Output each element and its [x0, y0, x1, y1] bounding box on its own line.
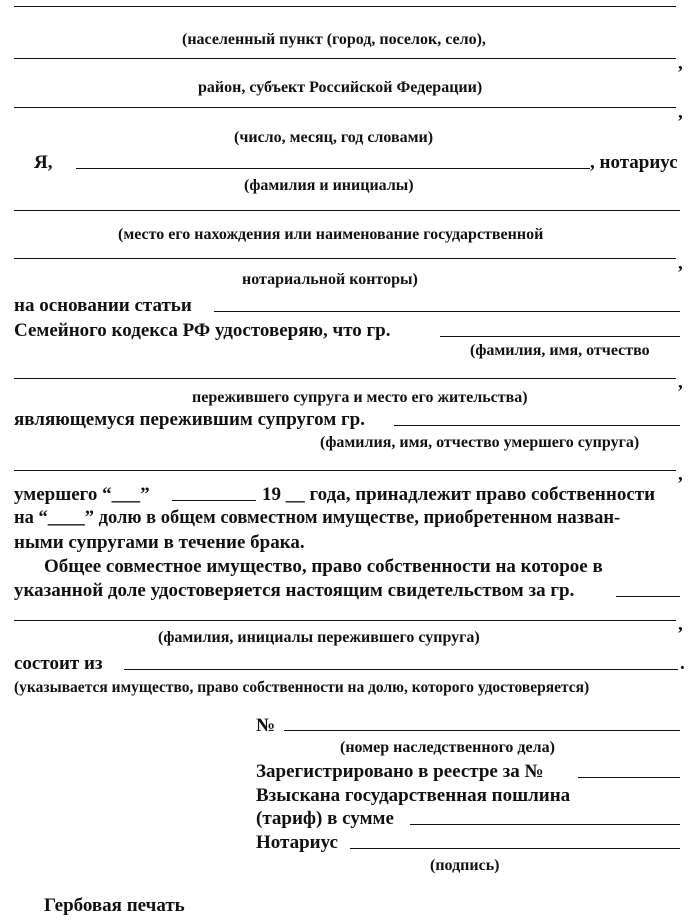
caption-deceased: (фамилия, имя, отчество умершего супруга): [320, 434, 640, 451]
caption-office-1: (место его нахождения или наименование государственной: [118, 226, 544, 243]
caption-settlement: (населенный пункт (город, поселок, село),: [182, 31, 486, 48]
deceased-name-line[interactable]: [394, 425, 680, 426]
fee-label-1: Взыскана государственная пошлина: [256, 785, 571, 806]
office-line-2[interactable]: [14, 258, 676, 259]
died-line-2: на “____” долю в общем совместном имуществе, приобретенном назван-: [14, 508, 621, 528]
article-line[interactable]: [214, 311, 680, 312]
notary-name-line[interactable]: [76, 168, 590, 169]
caption-property: (указывается имущество, право собственности на долю, которого удостоверяется): [14, 679, 590, 696]
common-property-line-1: Общее совместное имущество, право собственности на которое в: [44, 556, 603, 577]
registry-number-line[interactable]: [578, 777, 680, 778]
died-line-1-b: 19 __ года, принадлежит право собственности: [262, 484, 656, 505]
surviving-line[interactable]: [14, 378, 676, 379]
died-line-3: ными супругами в течение брака.: [14, 532, 305, 553]
caption-date: (число, месяц, год словами): [234, 129, 434, 146]
signature-line[interactable]: [350, 848, 680, 849]
region-line[interactable]: [14, 58, 676, 59]
fee-label-2: (тариф) в сумме: [256, 808, 394, 829]
registered-label: Зарегистрировано в реестре за №: [256, 761, 544, 782]
line-end-comma: ,: [678, 372, 683, 393]
line-end-comma: ,: [678, 102, 683, 123]
citizen-name-line[interactable]: [440, 336, 680, 337]
fee-amount-line[interactable]: [410, 824, 680, 825]
caption-signature: (подпись): [430, 857, 500, 874]
case-number-line[interactable]: [284, 730, 680, 731]
caption-region: район, субъект Российской Федерации): [198, 79, 483, 96]
line-end-comma: ,: [678, 253, 683, 274]
deceased-line[interactable]: [14, 470, 676, 471]
notary-label: Нотариус: [256, 832, 338, 853]
caption-surviving-initials: (фамилия, инициалы пережившего супруга): [158, 629, 480, 646]
died-line-1-a: умершего “___”: [14, 484, 150, 505]
line-end-comma: ,: [678, 614, 683, 635]
caption-case-number: (номер наследственного дела): [340, 739, 555, 756]
notary-word: , нотариус: [590, 152, 678, 173]
certificate-holder-line[interactable]: [616, 596, 680, 597]
caption-office-2: нотариальной конторы): [242, 271, 418, 288]
settlement-line[interactable]: [14, 6, 676, 7]
property-period: .: [680, 653, 685, 674]
caption-surviving-1: (фамилия, имя, отчество: [470, 342, 650, 359]
date-line[interactable]: [14, 107, 676, 108]
common-property-line-2: указанной доле удостоверяется настоящим свидетельством за гр.: [14, 580, 575, 601]
seal-label: Гербовая печать: [44, 895, 185, 916]
property-line[interactable]: [124, 669, 678, 670]
number-sign: №: [256, 715, 276, 736]
consists-of-label: состоит из: [14, 653, 103, 674]
line-end-comma: ,: [678, 53, 683, 74]
line-end-comma: ,: [678, 464, 683, 485]
office-line-1[interactable]: [14, 210, 680, 211]
holder-line[interactable]: [14, 620, 676, 621]
death-date-line[interactable]: [172, 500, 256, 501]
family-code-text: Семейного кодекса РФ удостоверяю, что гр.: [14, 320, 391, 341]
caption-name-initials: (фамилия и инициалы): [244, 177, 414, 194]
being-surviving-text: являющемуся пережившим супругом гр.: [14, 409, 365, 430]
basis-article-label: на основании статьи: [14, 295, 192, 316]
ya-label: Я,: [34, 152, 53, 173]
caption-surviving-2: пережившего супруга и место его жительства): [192, 389, 528, 406]
